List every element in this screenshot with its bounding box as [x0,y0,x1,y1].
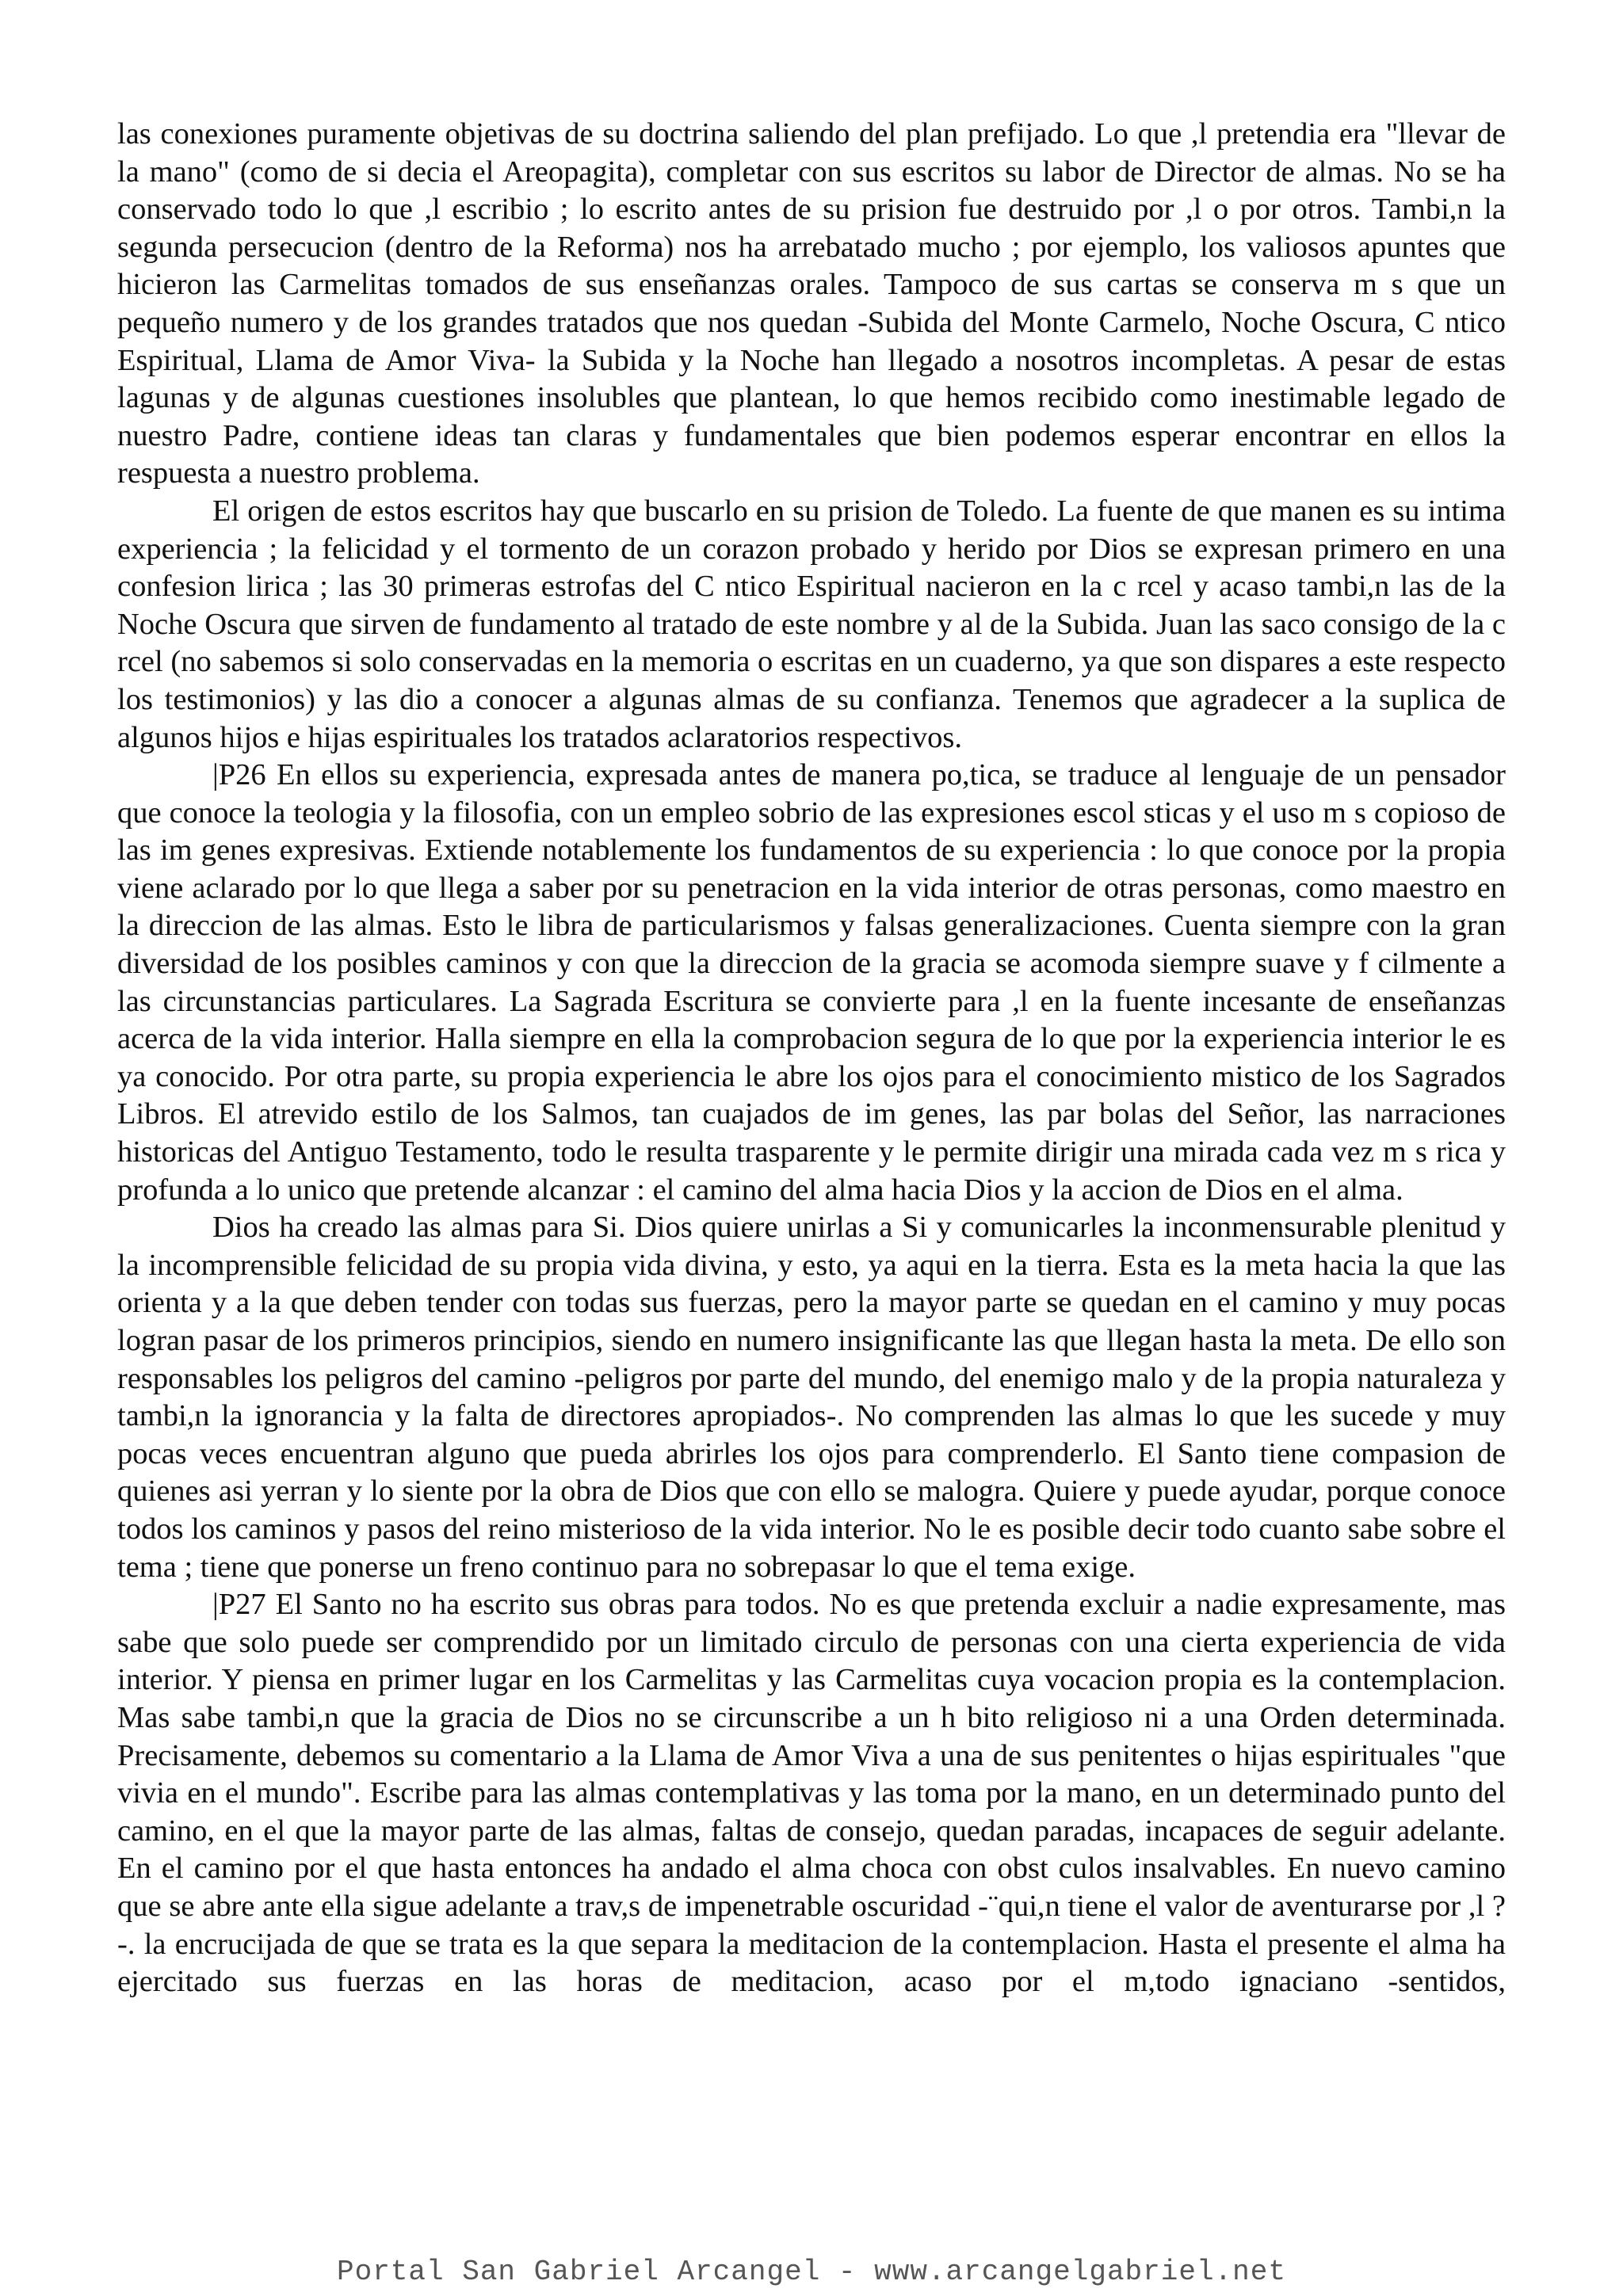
paragraph-2: El origen de estos escritos hay que buscarlo en su prision de Toledo. La fuente de que manen es su intima experiencia ; la felicidad y el tormento de un corazon probado y herido por Dios se expresan primero en una confesion lirica ; las 30 primeras estrofas del C ntico Espiritual nacieron en la c rcel y acaso tambi,n las de la Noche Oscura que sirven de fundamento al tratado de este nombre y al de la Subida. Juan las saco consigo de la c rcel (no sabemos si solo conservadas en la memoria o escritas en un cuaderno, ya que son dispares a este respecto los testimonios) y las dio a conocer a algunas almas de su confianza. Tenemos que agradecer a la suplica de algunos hijos e hijas espirituales los tratados aclaratorios respectivos. [117,494,1506,754]
paragraph-1: las conexiones puramente objetivas de su doctrina saliendo del plan prefijado. Lo que ,l pretendia era "llevar de la mano" (como de si decia el Areopagita), completar con sus escritos su labor de Director de almas. No se ha conservado todo lo que ,l escribio ; lo escrito antes de su prision fue destruido por ,l o por otros. Tambi,n la segunda persecucion (dentro de la Reforma) nos ha arrebatado mucho ; por ejemplo, los valiosos apuntes que hicieron las Carmelitas tomados de sus enseñanzas orales. Tampoco de sus cartas se conserva m s que un pequeño numero y de los grandes tratados que nos quedan -Subida del Monte Carmelo, Noche Oscura, C ntico Espiritual, Llama de Amor Viva- la Subida y la Noche han llegado a nosotros incompletas. A pesar de estas lagunas y de algunas cuestiones insolubles que plantean, lo que hemos recibido como inestimable legado de nuestro Padre, contiene ideas tan claras y fundamentales que bien podemos esperar encontrar en ellos la respuesta a nuestro problema. [117,117,1506,490]
page-footer: Portal San Gabriel Arcangel - www.arcangelgabriel.net [337,2256,1286,2288]
paragraph-3: |P26 En ellos su experiencia, expresada antes de manera po,tica, se traduce al lenguaje de un pensador que conoce la teologia y la filosofia, con un empleo sobrio de las expresiones escol sticas y el uso m s copioso de las im genes expresivas. Extiende notablemente los fundamentos de su experiencia : lo que conoce por la propia viene aclarado por lo que llega a saber por su penetracion en la vida interior de otras personas, como maestro en la direccion de las almas. Esto le libra de particularismos y falsas generalizaciones. Cuenta siempre con la gran diversidad de los posibles caminos y con que la direccion de la gracia se acomoda siempre suave y f cilmente a las circunstancias particulares. La Sagrada Escritura se convierte para ,l en la fuente incesante de enseñanzas acerca de la vida interior. Halla siempre en ella la comprobacion segura de lo que por la experiencia interior le es ya conocido. Por otra parte, su propia experiencia le abre los ojos para el conocimiento mistico de los Sagrados Libros. El atrevido estilo de los Salmos, tan cuajados de im genes, las par bolas del Señor, las narraciones historicas del Antiguo Testamento, todo le resulta trasparente y le permite dirigir una mirada cada vez m s rica y profunda a lo unico que pretende alcanzar : el camino del alma hacia Dios y la accion de Dios en el alma. [117,758,1506,1207]
paragraph-5: |P27 El Santo no ha escrito sus obras para todos. No es que pretenda excluir a nadie expresamente, mas sabe que solo puede ser comprendido por un limitado circulo de personas con una cierta experiencia de vida interior. Y piensa en primer lugar en los Carmelitas y las Carmelitas cuya vocacion propia es la contemplacion. Mas sabe tambi,n que la gracia de Dios no se circunscribe a un h bito religioso ni a una Orden determinada. Precisamente, debemos su comentario a la Llama de Amor Viva a una de sus penitentes o hijas espirituales "que vivia en el mundo". Escribe para las almas contemplativas y las toma por la mano, en un determinado punto del camino, en el que la mayor parte de las almas, faltas de consejo, quedan paradas, incapaces de seguir adelante. En el camino por el que hasta entonces ha andado el alma choca con obst culos insalvables. En nuevo camino que se abre ante ella sigue adelante a trav,s de impenetrable oscuridad -¨qui,n tiene el valor de aventurarse por ,l ?-. la encrucijada de que se trata es la que separa la meditacion de la contemplacion. Hasta el presente el alma ha ejercitado sus fuerzas en las horas de meditacion, acaso por el m,todo ignaciano -sentidos, [117,1588,1506,1999]
paragraph-4: Dios ha creado las almas para Si. Dios quiere unirlas a Si y comunicarles la inconmensurable plenitud y la incomprensible felicidad de su propia vida divina, y esto, ya aqui en la tierra. Esta es la meta hacia la que las orienta y a la que deben tender con todas sus fuerzas, pero la mayor parte se quedan en el camino y muy pocas logran pasar de los primeros principios, siendo en numero insignificante las que llegan hasta la meta. De ello son responsables los peligros del camino -peligros por parte del mundo, del enemigo malo y de la propia naturaleza y tambi,n la ignorancia y la falta de directores apropiados-. No comprenden las almas lo que les sucede y muy pocas veces encuentran alguno que pueda abrirles los ojos para comprenderlo. El Santo tiene compasion de quienes asi yerran y lo siente por la obra de Dios que con ello se malogra. Quiere y puede ayudar, porque conoce todos los caminos y pasos del reino misterioso de la vida interior. No le es posible decir todo cuanto sabe sobre el tema ; tiene que ponerse un freno continuo para no sobrepasar lo que el tema exige. [117,1211,1506,1584]
document-body [117,116,1506,2001]
